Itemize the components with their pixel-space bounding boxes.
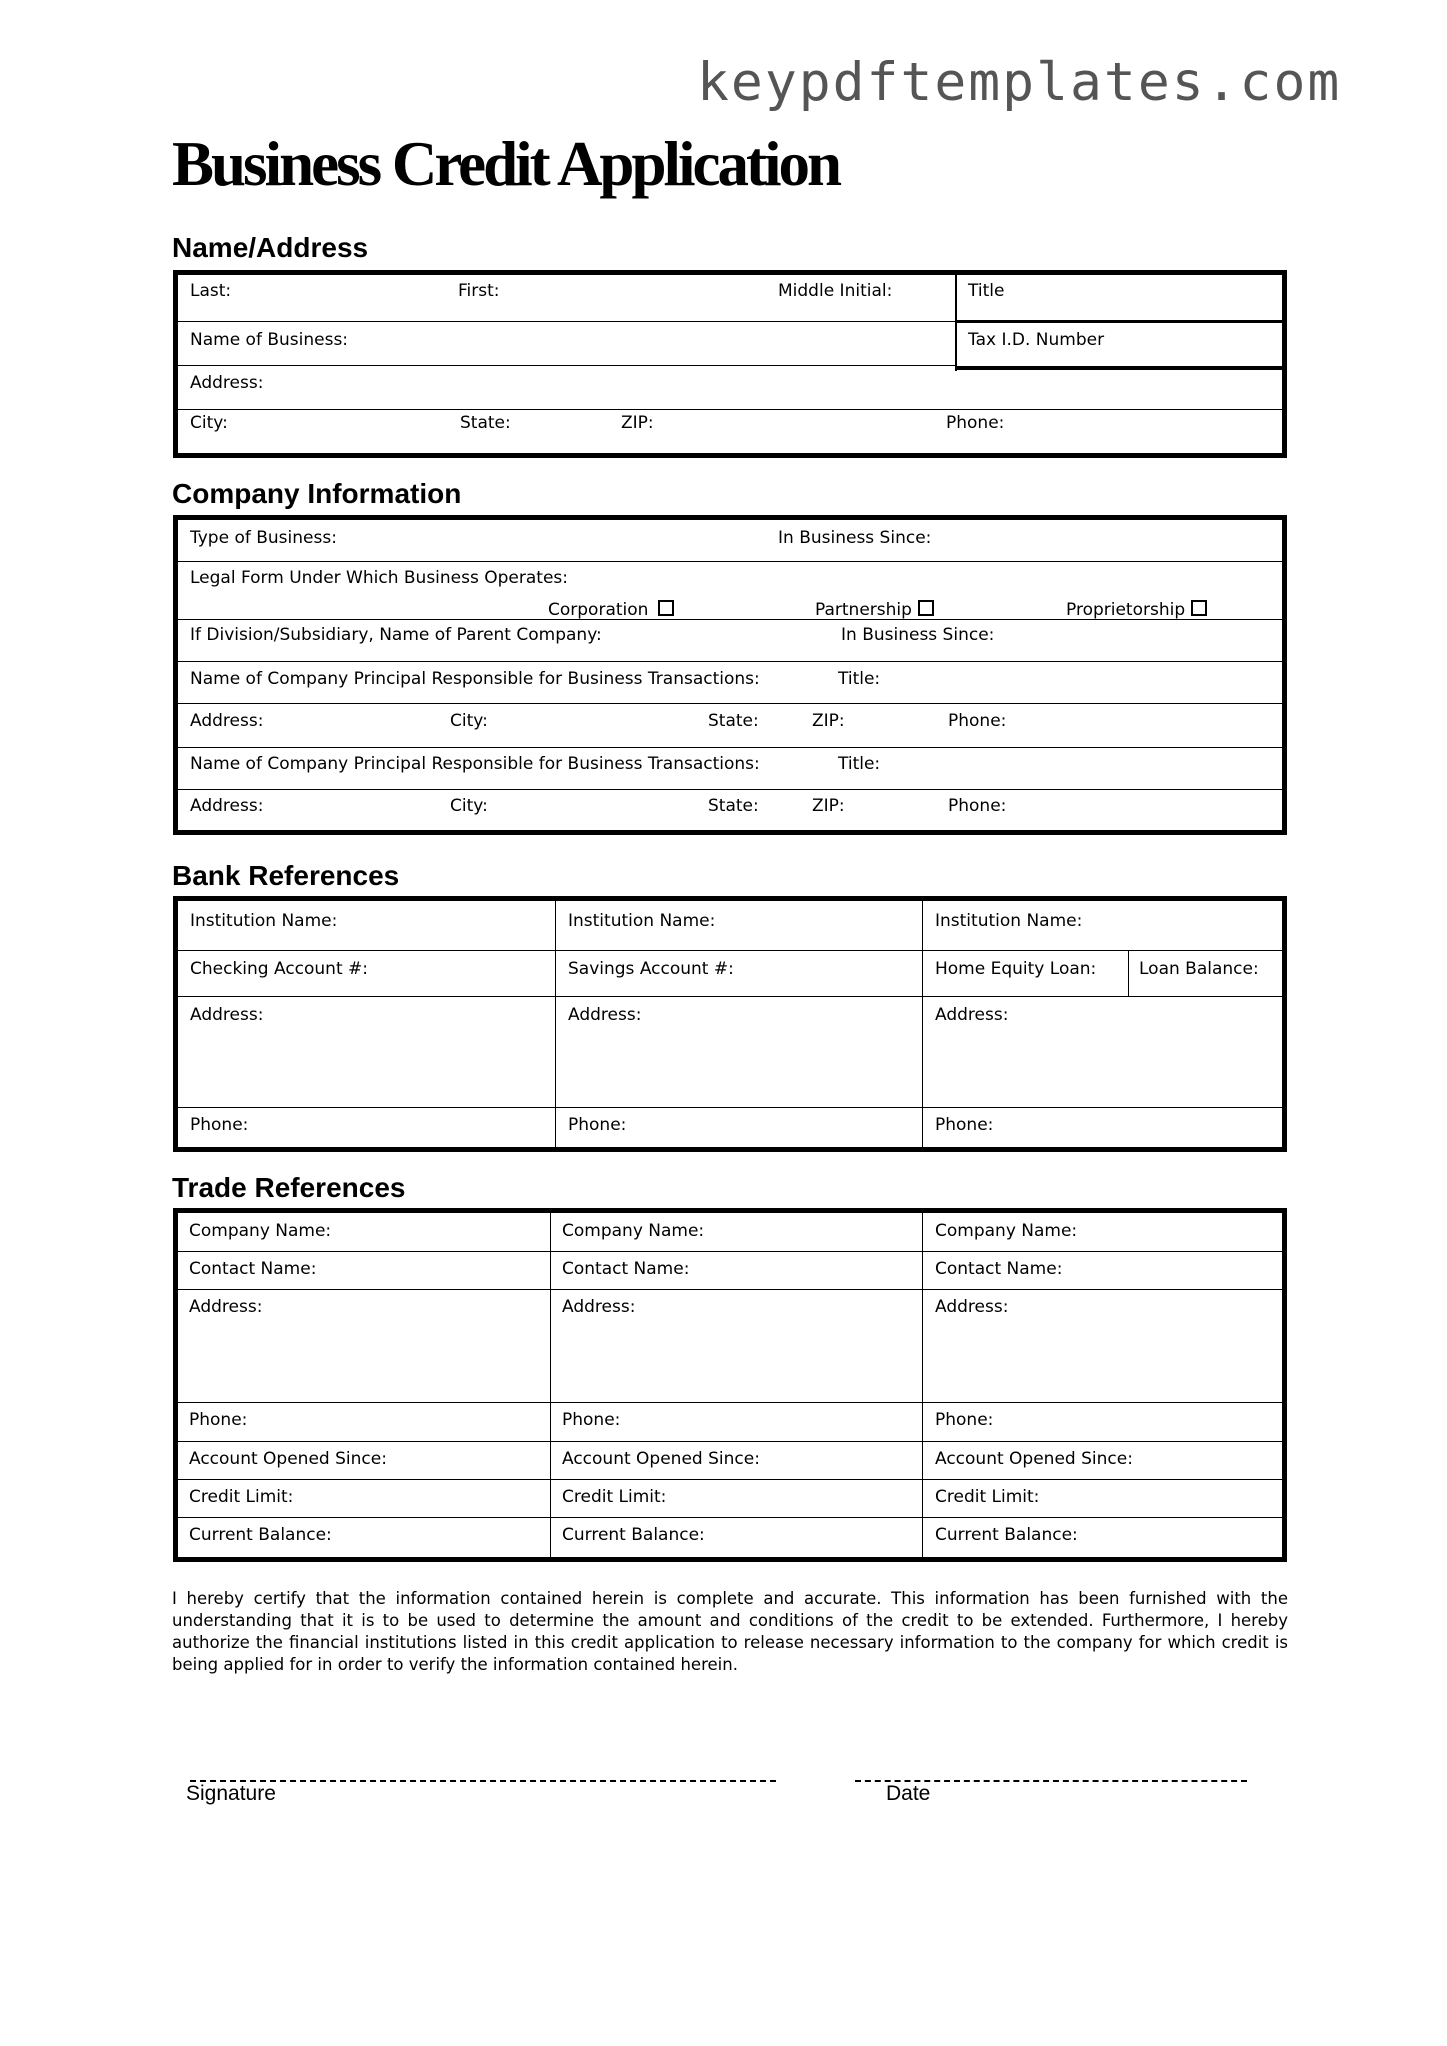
divider [178, 365, 955, 366]
zip-field[interactable]: ZIP: [621, 413, 654, 433]
trade-1-credit-limit-field[interactable]: Credit Limit: [189, 1487, 294, 1507]
corporation-option[interactable] [548, 600, 674, 619]
principal-2-name-field[interactable]: Name of Company Principal Responsible for Business Transactions: [190, 754, 760, 774]
divider [178, 321, 955, 322]
principal-2-state-field[interactable]: State: [708, 796, 759, 816]
partnership-label: Partnership [815, 600, 912, 620]
trade-2-phone-field[interactable]: Phone: [562, 1410, 621, 1430]
bank-1-address-field[interactable]: Address: [190, 1005, 264, 1025]
bank-refs-section [173, 896, 1287, 1152]
divider [922, 1213, 923, 1557]
trade-3-company-name-field[interactable]: Company Name: [935, 1221, 1078, 1241]
principal-1-city-field[interactable]: City: [450, 711, 488, 731]
divider [178, 1441, 1282, 1442]
bank-2-phone-field[interactable]: Phone: [568, 1115, 627, 1135]
trade-3-address-field[interactable]: Address: [935, 1297, 1009, 1317]
loan-balance-field[interactable]: Loan Balance: [1139, 959, 1259, 979]
name-address-heading: Name/Address [172, 232, 369, 263]
trade-2-account-opened-field[interactable]: Account Opened Since: [562, 1449, 760, 1469]
divider [178, 1289, 1282, 1290]
principal-1-phone-field[interactable]: Phone: [948, 711, 1007, 731]
principal-1-zip-field[interactable]: ZIP: [812, 711, 845, 731]
checking-account-field[interactable]: Checking Account #: [190, 959, 369, 979]
divider [178, 950, 1282, 951]
principal-1-name-field[interactable]: Name of Company Principal Responsible for Business Transactions: [190, 669, 760, 689]
proprietorship-label: Proprietorship [1066, 600, 1186, 620]
trade-1-company-name-field[interactable]: Company Name: [189, 1221, 332, 1241]
trade-1-account-opened-field[interactable]: Account Opened Since: [189, 1449, 387, 1469]
business-name-field[interactable]: Name of Business: [190, 330, 349, 350]
trade-2-current-balance-field[interactable]: Current Balance: [562, 1525, 705, 1545]
principal-2-address-field[interactable]: Address: [190, 796, 264, 816]
tax-id-field[interactable]: Tax I.D. Number [968, 330, 1105, 350]
trade-2-contact-name-field[interactable]: Contact Name: [562, 1259, 690, 1279]
company-info-section [173, 515, 1287, 835]
bank-2-institution-field[interactable]: Institution Name: [568, 911, 716, 931]
trade-1-address-field[interactable]: Address: [189, 1297, 263, 1317]
bank-2-address-field[interactable]: Address: [568, 1005, 642, 1025]
phone-field[interactable]: Phone: [946, 413, 1005, 433]
trade-3-phone-field[interactable]: Phone: [935, 1410, 994, 1430]
trade-refs-section [173, 1208, 1287, 1562]
page-title: Business Credit Application [172, 129, 840, 199]
partnership-checkbox[interactable] [918, 600, 934, 616]
trade-3-account-opened-field[interactable]: Account Opened Since: [935, 1449, 1133, 1469]
trade-3-credit-limit-field[interactable]: Credit Limit: [935, 1487, 1040, 1507]
divider [178, 703, 1282, 704]
principal-2-city-field[interactable]: City: [450, 796, 488, 816]
home-equity-loan-field[interactable]: Home Equity Loan: [935, 959, 1097, 979]
divider [955, 366, 1282, 370]
city-field[interactable]: City: [190, 413, 228, 433]
divider [178, 1107, 1282, 1108]
divider [178, 561, 1282, 562]
principal-2-title-field[interactable]: Title: [838, 754, 881, 774]
principal-1-title-field[interactable]: Title: [838, 669, 881, 689]
first-name-field[interactable]: First: [458, 281, 500, 301]
title-field[interactable]: Title [968, 281, 1005, 301]
principal-1-state-field[interactable]: State: [708, 711, 759, 731]
divider [178, 1402, 1282, 1403]
signature-line[interactable] [190, 1780, 776, 1782]
principal-1-address-field[interactable]: Address: [190, 711, 264, 731]
divider [955, 320, 1282, 323]
corporation-checkbox[interactable] [658, 600, 674, 616]
certification-text: I hereby certify that the information contained herein is complete and accurate. This information has been furnished with the understanding that it is to be used to determine the amount and conditions of the credit to be extended. Furthermore, I hereby authorize the financial institutions listed in this credit application to release necessary information to the company for which credit is being applied for in order to verify the information contained herein. [172, 1589, 1288, 1674]
company-info-heading: Company Information [172, 478, 462, 509]
parent-company-field[interactable]: If Division/Subsidiary, Name of Parent Company: [190, 625, 602, 645]
date-label: Date [886, 1782, 931, 1805]
middle-initial-field[interactable]: Middle Initial: [778, 281, 893, 301]
trade-3-contact-name-field[interactable]: Contact Name: [935, 1259, 1063, 1279]
divider [178, 996, 1282, 997]
state-field[interactable]: State: [460, 413, 511, 433]
divider [1128, 950, 1129, 996]
divider [550, 1213, 551, 1557]
bank-refs-heading: Bank References [172, 860, 400, 891]
parent-in-business-since-field[interactable]: In Business Since: [841, 625, 995, 645]
trade-2-credit-limit-field[interactable]: Credit Limit: [562, 1487, 667, 1507]
name-address-section [173, 270, 1287, 458]
principal-2-phone-field[interactable]: Phone: [948, 796, 1007, 816]
trade-1-current-balance-field[interactable]: Current Balance: [189, 1525, 332, 1545]
corporation-label: Corporation [548, 600, 649, 620]
address-field[interactable]: Address: [190, 373, 264, 393]
bank-1-institution-field[interactable]: Institution Name: [190, 911, 338, 931]
bank-3-institution-field[interactable]: Institution Name: [935, 911, 1083, 931]
divider [922, 901, 923, 1147]
divider [555, 901, 556, 1147]
divider [178, 409, 1282, 410]
divider [178, 1479, 1282, 1480]
savings-account-field[interactable]: Savings Account #: [568, 959, 734, 979]
divider [178, 1517, 1282, 1518]
trade-3-current-balance-field[interactable]: Current Balance: [935, 1525, 1078, 1545]
trade-1-contact-name-field[interactable]: Contact Name: [189, 1259, 317, 1279]
proprietorship-option[interactable] [1066, 600, 1207, 619]
principal-2-zip-field[interactable]: ZIP: [812, 796, 845, 816]
divider [178, 747, 1282, 748]
in-business-since-field[interactable]: In Business Since: [778, 528, 932, 548]
trade-2-company-name-field[interactable]: Company Name: [562, 1221, 705, 1241]
trade-1-phone-field[interactable]: Phone: [189, 1410, 248, 1430]
bank-3-phone-field[interactable]: Phone: [935, 1115, 994, 1135]
watermark: keypdftemplates.com [697, 52, 1342, 113]
bank-1-phone-field[interactable]: Phone: [190, 1115, 249, 1135]
partnership-option[interactable] [815, 600, 934, 619]
divider [178, 661, 1282, 662]
bank-3-address-field[interactable]: Address: [935, 1005, 1009, 1025]
last-name-field[interactable]: Last: [190, 281, 232, 301]
divider [955, 275, 957, 371]
trade-2-address-field[interactable]: Address: [562, 1297, 636, 1317]
divider [178, 789, 1282, 790]
proprietorship-checkbox[interactable] [1191, 600, 1207, 616]
divider [178, 1251, 1282, 1252]
type-of-business-field[interactable]: Type of Business: [190, 528, 337, 548]
signature-label: Signature [186, 1782, 276, 1805]
legal-form-label: Legal Form Under Which Business Operates: [190, 568, 569, 588]
trade-refs-heading: Trade References [172, 1172, 406, 1203]
